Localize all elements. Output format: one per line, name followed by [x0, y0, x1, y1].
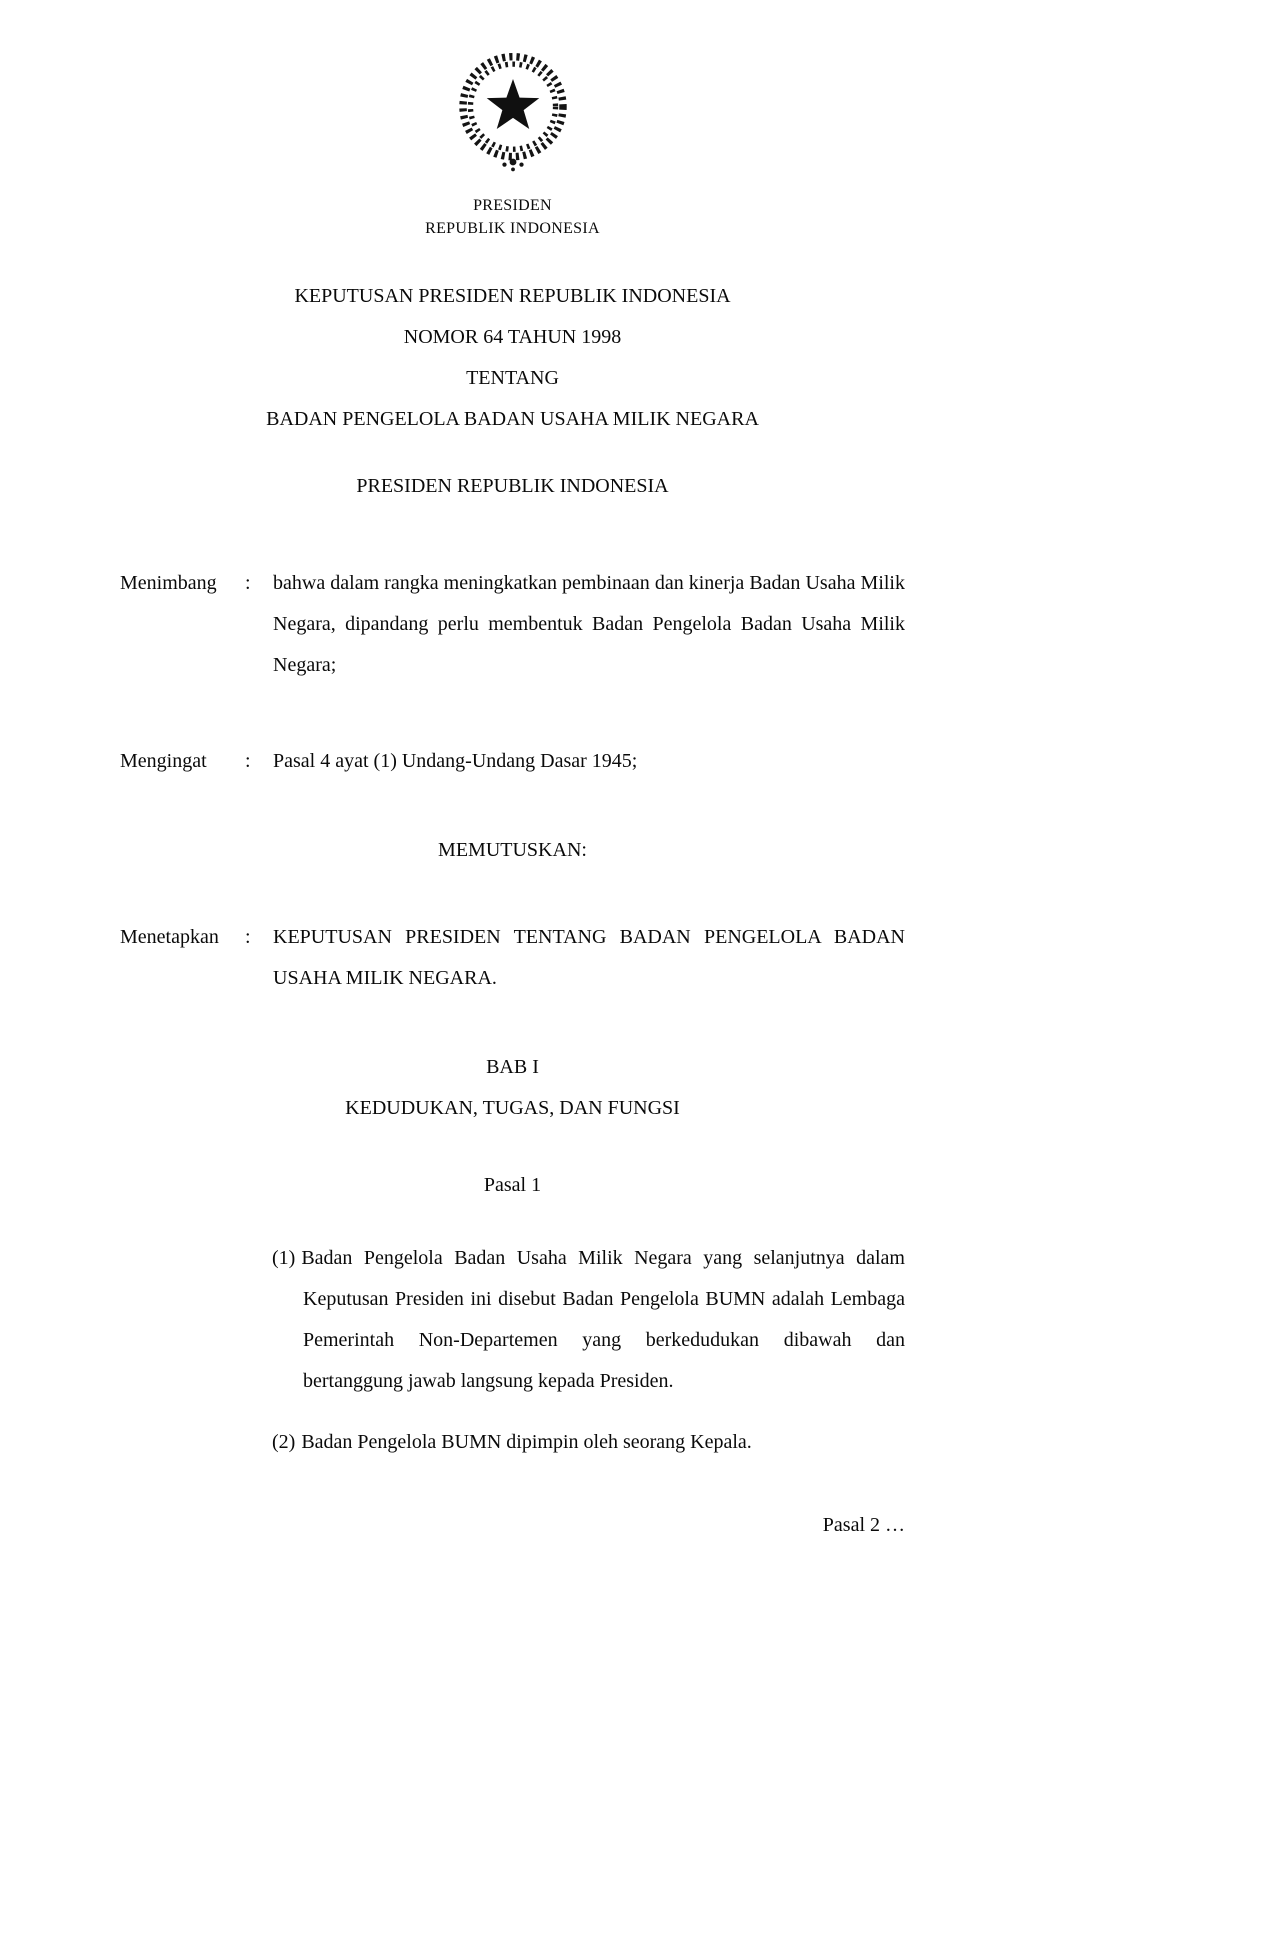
- bab-heading: [120, 1047, 905, 1129]
- letterhead-republik: REPUBLIK INDONESIA: [425, 220, 600, 237]
- clause-colon: :: [245, 572, 251, 594]
- item-number: (2): [272, 1431, 296, 1453]
- presidential-emblem: [120, 0, 905, 184]
- clause-text: Pasal 4 ayat (1) Undang-Undang Dasar 1945;: [273, 750, 638, 772]
- pasal-items: [120, 1238, 905, 1463]
- item-text: Badan Pengelola Badan Usaha Milik Negara yang selanjutnya dalam Keputusan Presiden ini disebut Badan Pengelola BUMN adalah Lembaga Pemerintah Non-Departemen yang berkedudukan dibawah dan bertanggung jawab langsung kepada Presiden.: [301, 1247, 905, 1392]
- pasal-item: [120, 1422, 905, 1463]
- letterhead-presiden: PRESIDEN: [473, 197, 552, 214]
- pasal-item: [120, 1238, 905, 1402]
- item-text: Badan Pengelola BUMN dipimpin oleh seorang Kepala.: [301, 1431, 752, 1453]
- clause-text: bahwa dalam rangka meningkatkan pembinaan dan kinerja Badan Usaha Milik Negara, dipandang perlu membentuk Badan Pengelola Badan Usaha Milik Negara;: [273, 572, 905, 676]
- clause-menimbang: [120, 563, 905, 686]
- bab-title: KEDUDUKAN, TUGAS, DAN FUNGSI: [345, 1097, 680, 1119]
- clause-mengingat: [120, 741, 905, 782]
- decree-title: [120, 276, 905, 440]
- clause-label: Mengingat: [120, 750, 207, 772]
- clause-text: KEPUTUSAN PRESIDEN TENTANG BADAN PENGELOLA BADAN USAHA MILIK NEGARA.: [273, 926, 905, 989]
- clause-colon: :: [245, 750, 251, 772]
- clause-label: Menimbang: [120, 572, 217, 594]
- clause-menetapkan: [120, 917, 905, 999]
- catchword-footer: Pasal 2 …: [822, 1514, 905, 1536]
- issuer-heading: PRESIDEN REPUBLIK INDONESIA: [356, 475, 669, 497]
- wreath-star-icon: [449, 45, 577, 179]
- decree-title-tentang: TENTANG: [466, 367, 559, 389]
- decree-title-line1: KEPUTUSAN PRESIDEN REPUBLIK INDONESIA: [294, 285, 731, 307]
- document-content: [120, 0, 905, 1546]
- bab-number: BAB I: [486, 1056, 539, 1078]
- decree-title-number: NOMOR 64 TAHUN 1998: [403, 326, 622, 348]
- memutuskan-heading: MEMUTUSKAN:: [438, 839, 587, 861]
- item-number: (1): [272, 1247, 296, 1269]
- clause-colon: :: [245, 926, 251, 948]
- decree-title-subject: BADAN PENGELOLA BADAN USAHA MILIK NEGARA: [266, 408, 759, 430]
- clause-label: Menetapkan: [120, 926, 219, 948]
- pasal-heading: Pasal 1: [483, 1174, 542, 1196]
- letterhead: [120, 194, 905, 240]
